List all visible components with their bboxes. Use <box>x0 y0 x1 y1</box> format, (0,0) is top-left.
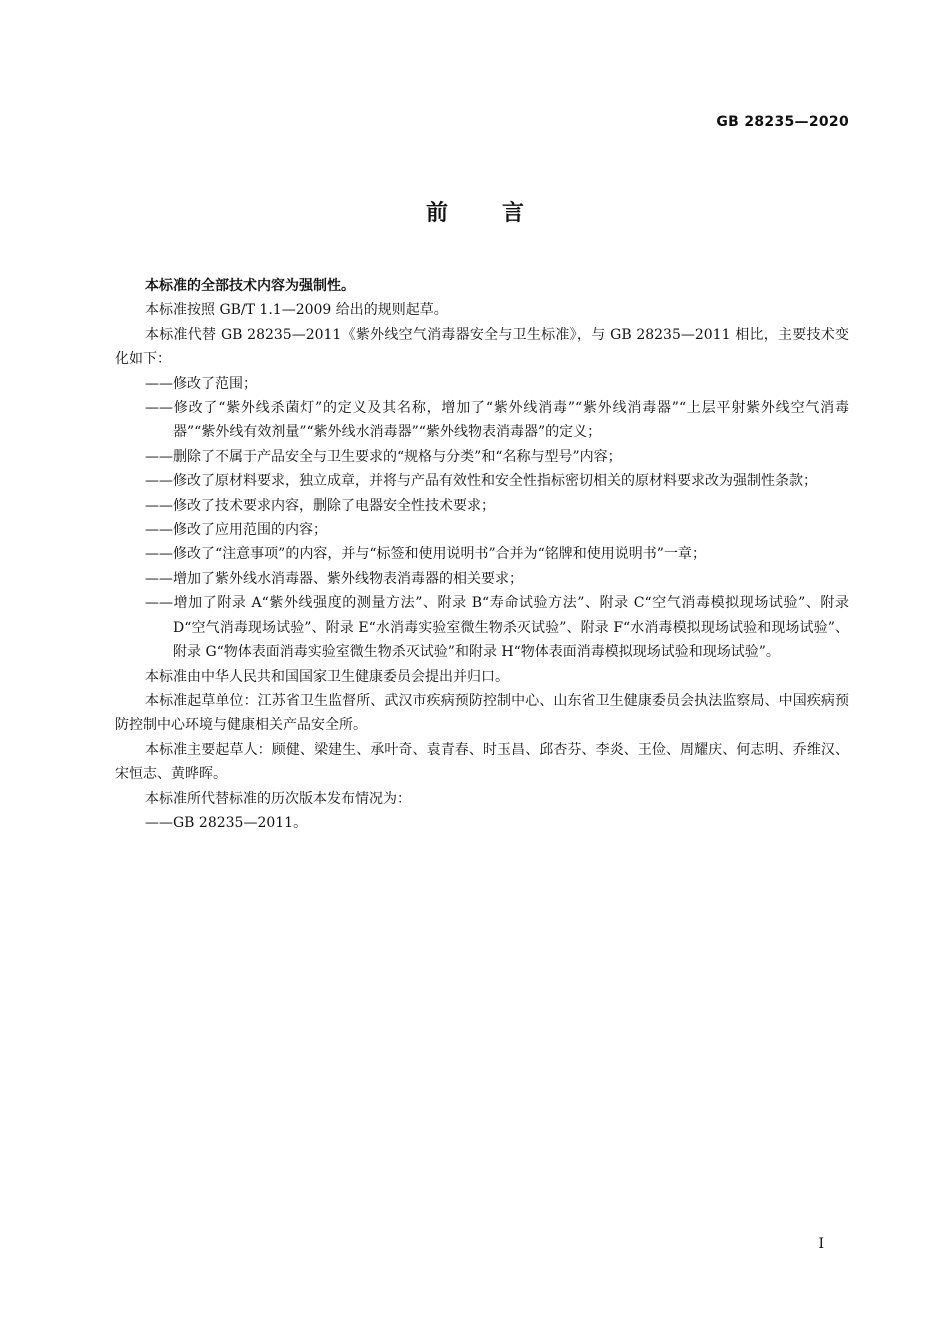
change-item: ——删除了不属于产品安全与卫生要求的“规格与分类”和“名称与型号”内容； <box>145 448 622 465</box>
history-intro-paragraph: 本标准所代替标准的历次版本发布情况为： <box>145 790 411 807</box>
drafters-paragraph: 本标准主要起草人：顾健、梁建生、承叶奇、袁青春、时玉昌、邱杏芬、李炎、王俭、周耀庆、何志明、乔维汉、宋恒志、黄晔晖。 <box>115 741 849 783</box>
change-item: ——修改了“紫外线杀菌灯”的定义及其名称，增加了“紫外线消毒”“紫外线消毒器”“上层平射紫外线空气消毒器”“紫外线有效剂量”“紫外线水消毒器”“紫外线物表消毒器”的定义； <box>145 400 849 441</box>
change-item: ——增加了紫外线水消毒器、紫外线物表消毒器的相关要求； <box>145 570 523 587</box>
change-item: ——增加了附录 A“紫外线强度的测量方法”、附录 B“寿命试验方法”、附录 C“空气消毒模拟现场试验”、附录 D“空气消毒现场试验”、附录 E“水消毒实验室微生物杀灭试验”、附录 F“水消毒模拟现场试验和现场试验”、附录 G“物体表面消毒实验室微生物杀灭试验”和附录 H“物体表面消毒模拟现场试验和现场试验”。 <box>145 595 849 661</box>
change-item: ——修改了技术要求内容，删除了电器安全性技术要求； <box>145 497 495 514</box>
replacement-paragraph: 本标准代替 GB 28235—2011《紫外线空气消毒器安全与卫生标准》，与 GB 28235—2011 相比，主要技术变化如下： <box>115 326 849 368</box>
proposed-by-paragraph: 本标准由中华人民共和国国家卫生健康委员会提出并归口。 <box>145 668 509 685</box>
standard-number: GB 28235—2020 <box>716 114 849 130</box>
mandatory-statement: 本标准的全部技术内容为强制性。 <box>145 278 355 294</box>
drafting-rule-paragraph: 本标准按照 GB/T 1.1—2009 给出的规则起草。 <box>145 302 448 319</box>
drafting-units-paragraph: 本标准起草单位：江苏省卫生监督所、武汉市疾病预防控制中心、山东省卫生健康委员会执法监察局、中国疾病预防控制中心环境与健康相关产品安全所。 <box>115 692 849 734</box>
change-item: ——修改了范围； <box>145 375 257 392</box>
change-item: ——修改了“注意事项”的内容，并与“标签和使用说明书”合并为“铭牌和使用说明书”一章； <box>145 546 706 563</box>
page-title: 前言 <box>425 201 578 226</box>
page-number: I <box>818 1236 824 1252</box>
change-item: ——修改了原材料要求，独立成章，并将与产品有效性和安全性指标密切相关的原材料要求改为强制性条款； <box>145 473 817 490</box>
change-item: ——修改了应用范围的内容； <box>145 522 327 539</box>
foreword-body <box>115 274 849 835</box>
history-item: ——GB 28235—2011。 <box>145 814 308 831</box>
